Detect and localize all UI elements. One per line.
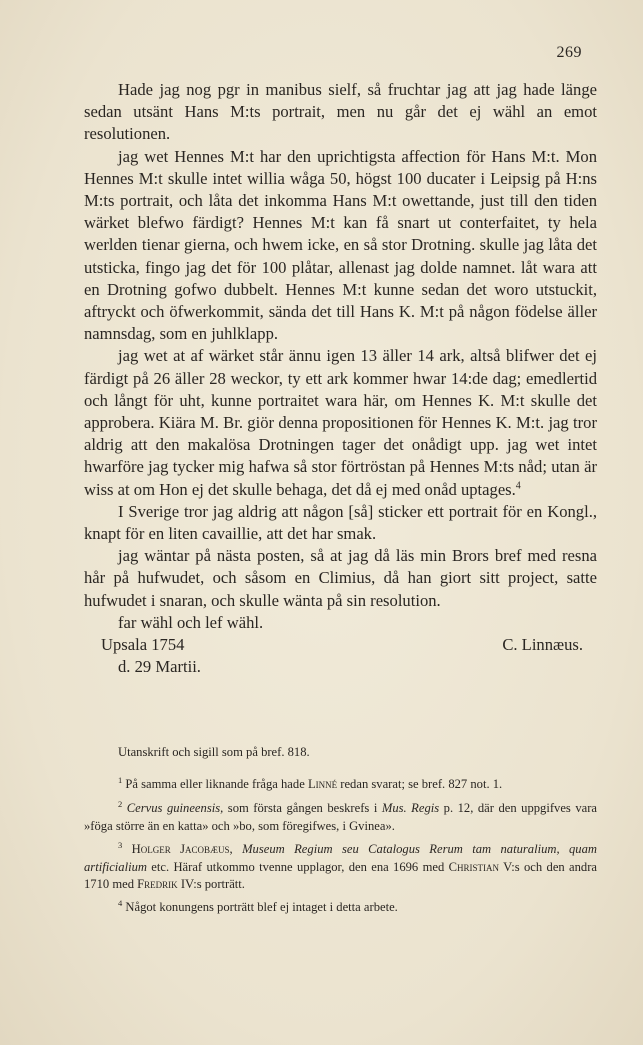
footnote-1: [84, 772, 597, 794]
footnote-4-text: Något konungens porträtt blef ej intaget i detta arbete.: [125, 900, 398, 915]
footnote-1-name: Linné: [307, 777, 338, 792]
letter-body: [84, 79, 597, 678]
footnote-2-mark: 2: [118, 799, 123, 809]
footnote-3-name-fredrik: Fredrik: [137, 877, 178, 891]
footnote-2: [84, 796, 597, 835]
footnote-2-title: Cervus guineensis,: [126, 801, 224, 816]
footnote-3-name-christian: Christian: [448, 859, 499, 874]
letter-paragraph-4: I Sverige tror jag aldrig att någon [så] sticker ett portrait för en Kongl., knapt för en liten cavaillie, att det har smak.: [84, 501, 597, 544]
signature: C. Linnæus.: [502, 635, 583, 655]
footnote-3-text-a: etc. Häraf utkommo tvenne upplagor, den ena 1696 med: [146, 859, 449, 874]
footnote-4: [84, 895, 597, 917]
footnote-2-text-b: p. 12, där den uppgifves vara »föga större än en katta» och »bo, som föregifwes, i Gvinea».: [84, 801, 597, 833]
letter-paragraph-2: jag wet Hennes M:t har den uprichtigsta affection för Hans M:t. Mon Hennes M:t skulle intet willia wåga 50, högst 100 ducater i Leipsig på H:ns M:ts portrait, och låta det inkomma Hans M:t owettande, just till den tiden wärket blefwo färdigt? Hennes M:t kan få snart ut conterfaitet, ty hela werlden tienar gierna, och hwem icke, en så stor Drotning. skulle jag låta det utsticka, fingo jag det för 100 plåtar, allenast jag dolde namnet. låt wara att en Drotning gofwo dubbelt. Hennes M:t kunne sedan det woro utstuckit, aftryckt och öfwerkommit, sända det till Hans K. M:t på någon födelse äller namnsdag, som en juhlklapp.: [84, 146, 597, 344]
footnote-3-text-c: IV:s porträtt.: [177, 877, 245, 891]
footnote-2-title-2: Mus. Regis: [381, 801, 440, 816]
place-year: Upsala 1754: [101, 635, 185, 655]
footnote-3-title: Museum Regium seu Catalogus Rerum tam naturalium, quam artificialium: [84, 842, 597, 874]
page-number: 269: [556, 44, 582, 61]
closing-line: far wähl och lef wähl.: [118, 612, 264, 632]
letter-paragraph-1: Hade jag nog pgr in manibus sielf, så fruchtar jag att jag hade länge sedan utsänt Hans M:ts portrait, men nu går det ej wähl an emot resolutionen.: [84, 80, 597, 144]
letter-paragraph-3: [84, 345, 597, 500]
footnote-2-text-a: som första gången beskrefs i: [223, 801, 382, 816]
footnote-3-mark: 3: [118, 840, 123, 850]
signature-row: [84, 634, 597, 656]
footnotes: [84, 744, 597, 917]
footnote-1-text-b: redan svarat; se bref. 827 not. 1.: [337, 777, 503, 792]
footnote-ref-4: 4: [515, 480, 521, 492]
footnote-3-text-b: V:s och den andra 1710 med: [84, 859, 598, 891]
footnote-3-author: Holger Jacobæus,: [131, 842, 233, 857]
footnote-4-mark: 4: [118, 898, 123, 909]
letter-paragraph-5: jag wäntar på nästa posten, så at jag då läs min Brors bref med resna hår på hufwudet, och såsom en Climius, då han giort sitt project, satte hufwudet i snaran, och skulle wänta på sin resolution.: [84, 546, 597, 610]
footnote-1-mark: 1: [118, 775, 123, 786]
source-note: Utanskrift och sigill som på bref. 818.: [118, 745, 310, 759]
letter-date: d. 29 Martii.: [118, 657, 201, 677]
footnote-3: [84, 837, 597, 893]
footnote-1-text-a: På samma eller liknande fråga hade: [125, 777, 308, 792]
letter-paragraph-3-text: jag wet at af wärket står ännu igen 13 äller 14 ark, altså blifwer det ej färdigt på 26 äller 28 weckor, ty ett ark kommer hwar 14:de dag; emedlertid och långt för uht, kunne portraitet wara här, om Hennes K. M:t skulle det approbera. Kiära M. Br. giör denna propositionen för Hennes K. M:t. jag tror aldrig att den makalösa Drotningen tager det onådigt upp. jag wet intet hwarföre jag tycker mig hafwa så stor förtröstan på Hennes M:ts nåd; utan är wiss at om Hon ej det skulle behaga, det då ej med onåd uptages.: [84, 346, 597, 499]
